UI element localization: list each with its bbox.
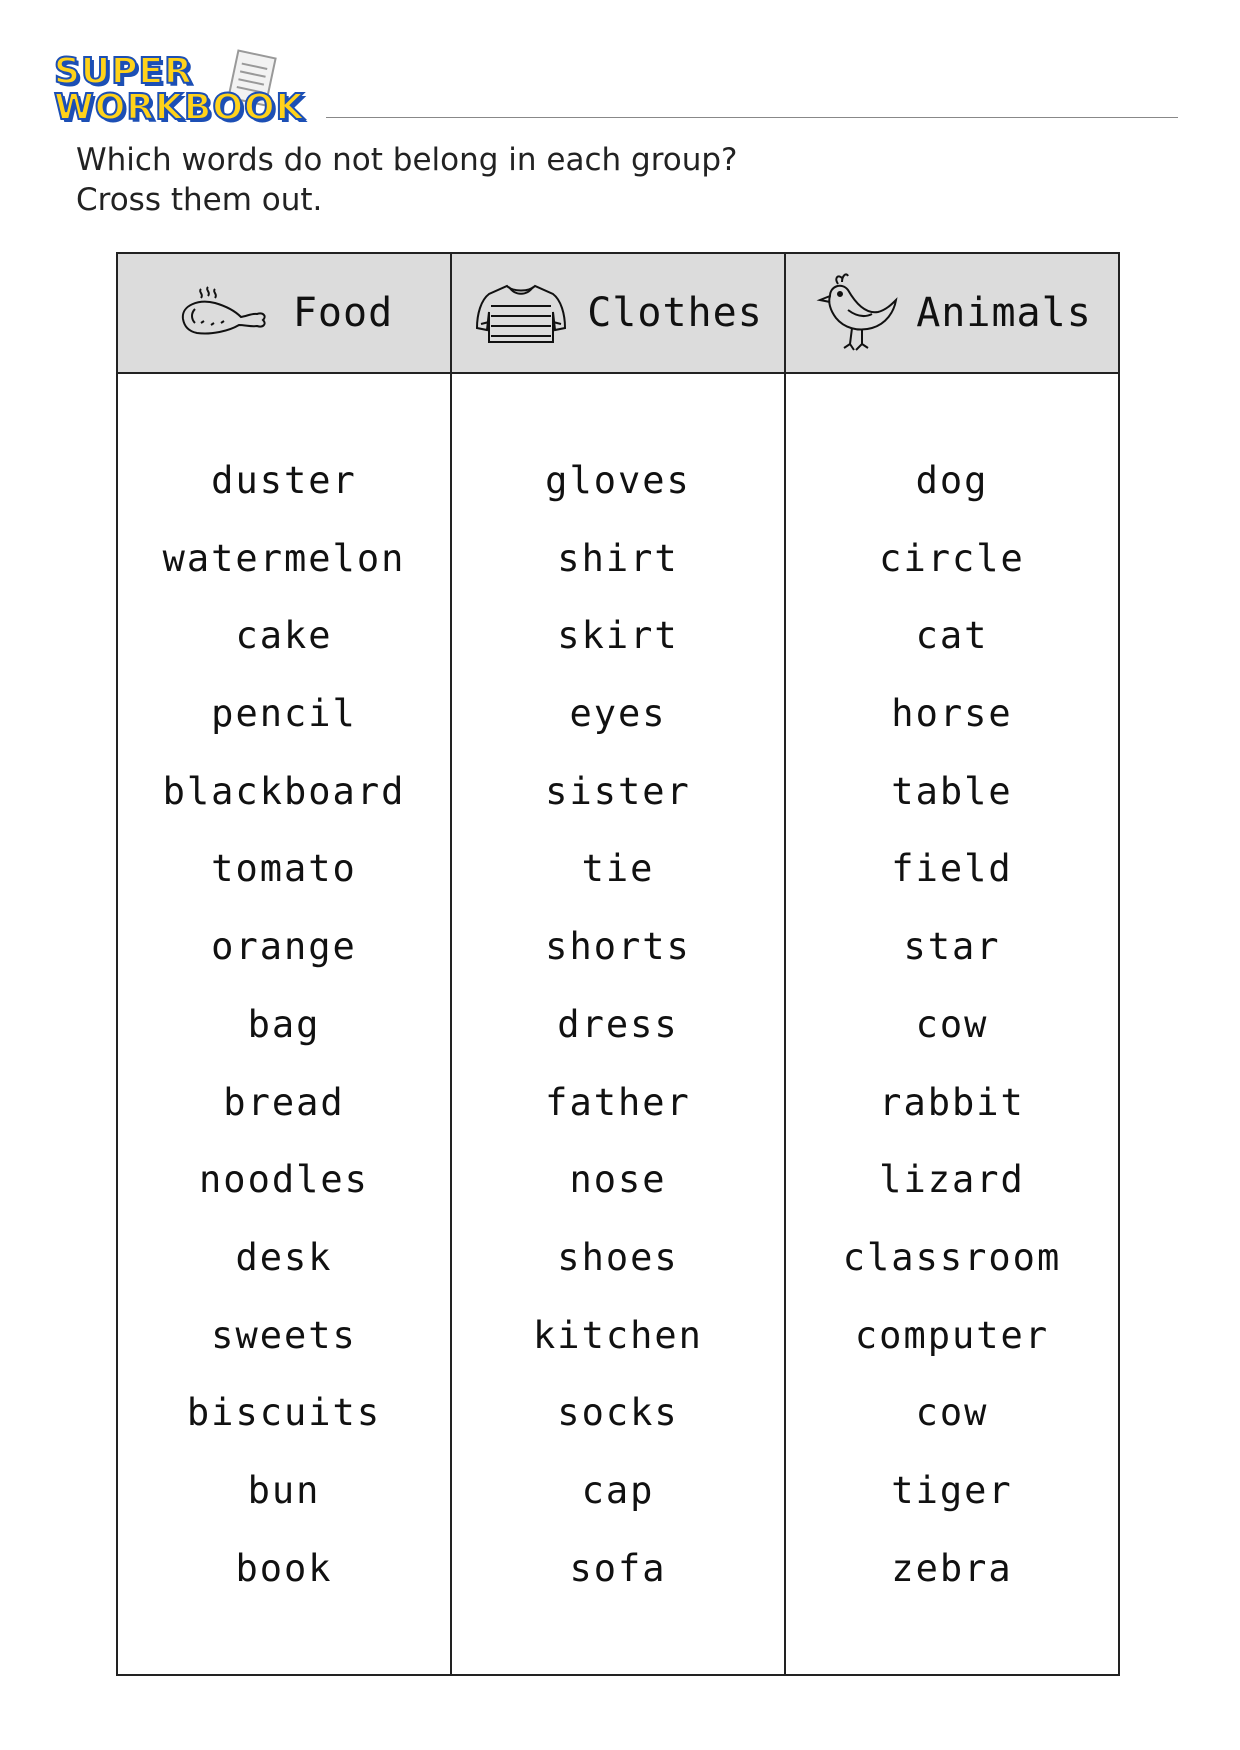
list-item[interactable]: blackboard	[162, 769, 406, 813]
sweater-icon	[473, 278, 569, 348]
list-item[interactable]: orange	[211, 925, 357, 969]
list-item[interactable]: socks	[557, 1391, 679, 1435]
list-item[interactable]: lizard	[879, 1158, 1025, 1202]
list-item[interactable]: sofa	[569, 1546, 667, 1590]
logo-line-super: SUPER	[54, 51, 193, 92]
list-item[interactable]: sister	[545, 769, 691, 813]
list-item[interactable]: shirt	[557, 536, 679, 580]
list-item[interactable]: shorts	[545, 925, 691, 969]
list-item[interactable]: desk	[235, 1235, 333, 1279]
column-header-food	[118, 254, 450, 374]
instructions	[76, 140, 738, 220]
list-item[interactable]: skirt	[557, 614, 679, 658]
list-item[interactable]: biscuits	[186, 1391, 382, 1435]
list-item[interactable]: watermelon	[162, 536, 406, 580]
list-item[interactable]: rabbit	[879, 1080, 1025, 1124]
word-list-food	[118, 374, 450, 1607]
logo-line-workbook: WORKBOOK	[54, 87, 305, 128]
list-item[interactable]: zebra	[891, 1546, 1013, 1590]
list-item[interactable]: duster	[211, 459, 357, 502]
column-title-animals: Animals	[916, 290, 1092, 336]
word-list-animals	[786, 374, 1118, 1607]
list-item[interactable]: tie	[581, 847, 655, 891]
list-item[interactable]: book	[235, 1546, 333, 1590]
list-item[interactable]: noodles	[199, 1158, 369, 1202]
list-item[interactable]: bag	[247, 1002, 321, 1046]
list-item[interactable]: computer	[854, 1313, 1050, 1357]
list-item[interactable]: eyes	[569, 692, 667, 736]
list-item[interactable]: cow	[915, 1002, 989, 1046]
list-item[interactable]: dress	[557, 1002, 679, 1046]
list-item[interactable]: bun	[247, 1468, 321, 1512]
bird-icon	[812, 270, 898, 356]
list-item[interactable]: cap	[581, 1468, 655, 1512]
column-clothes	[450, 254, 784, 1674]
list-item[interactable]: horse	[891, 692, 1013, 736]
list-item[interactable]: father	[545, 1080, 691, 1124]
list-item[interactable]: gloves	[545, 459, 691, 502]
list-item[interactable]: nose	[569, 1158, 667, 1202]
instruction-line-2: Cross them out.	[76, 182, 323, 218]
list-item[interactable]: pencil	[211, 692, 357, 736]
column-header-animals	[786, 254, 1118, 374]
column-animals	[784, 254, 1118, 1674]
list-item[interactable]: table	[891, 769, 1013, 813]
list-item[interactable]: classroom	[842, 1235, 1062, 1279]
chicken-leg-icon	[175, 283, 275, 343]
super-workbook-logo	[48, 44, 318, 132]
word-group-table	[116, 252, 1120, 1676]
column-header-clothes	[452, 254, 784, 374]
list-item[interactable]: tiger	[891, 1468, 1013, 1512]
list-item[interactable]: tomato	[211, 847, 357, 891]
list-item[interactable]: cake	[235, 614, 333, 658]
column-food	[118, 254, 450, 1674]
list-item[interactable]: dog	[915, 459, 989, 502]
list-item[interactable]: bread	[223, 1080, 345, 1124]
list-item[interactable]: shoes	[557, 1235, 679, 1279]
column-title-food: Food	[292, 290, 394, 336]
list-item[interactable]: kitchen	[533, 1313, 703, 1357]
list-item[interactable]: star	[903, 925, 1001, 969]
list-item[interactable]: field	[891, 847, 1013, 891]
column-title-clothes: Clothes	[587, 290, 763, 336]
word-list-clothes	[452, 374, 784, 1607]
header-rule	[326, 117, 1178, 118]
list-item[interactable]: sweets	[211, 1313, 357, 1357]
list-item[interactable]: cow	[915, 1391, 989, 1435]
instruction-line-1: Which words do not belong in each group?	[76, 142, 738, 178]
list-item[interactable]: circle	[879, 536, 1025, 580]
list-item[interactable]: cat	[915, 614, 989, 658]
